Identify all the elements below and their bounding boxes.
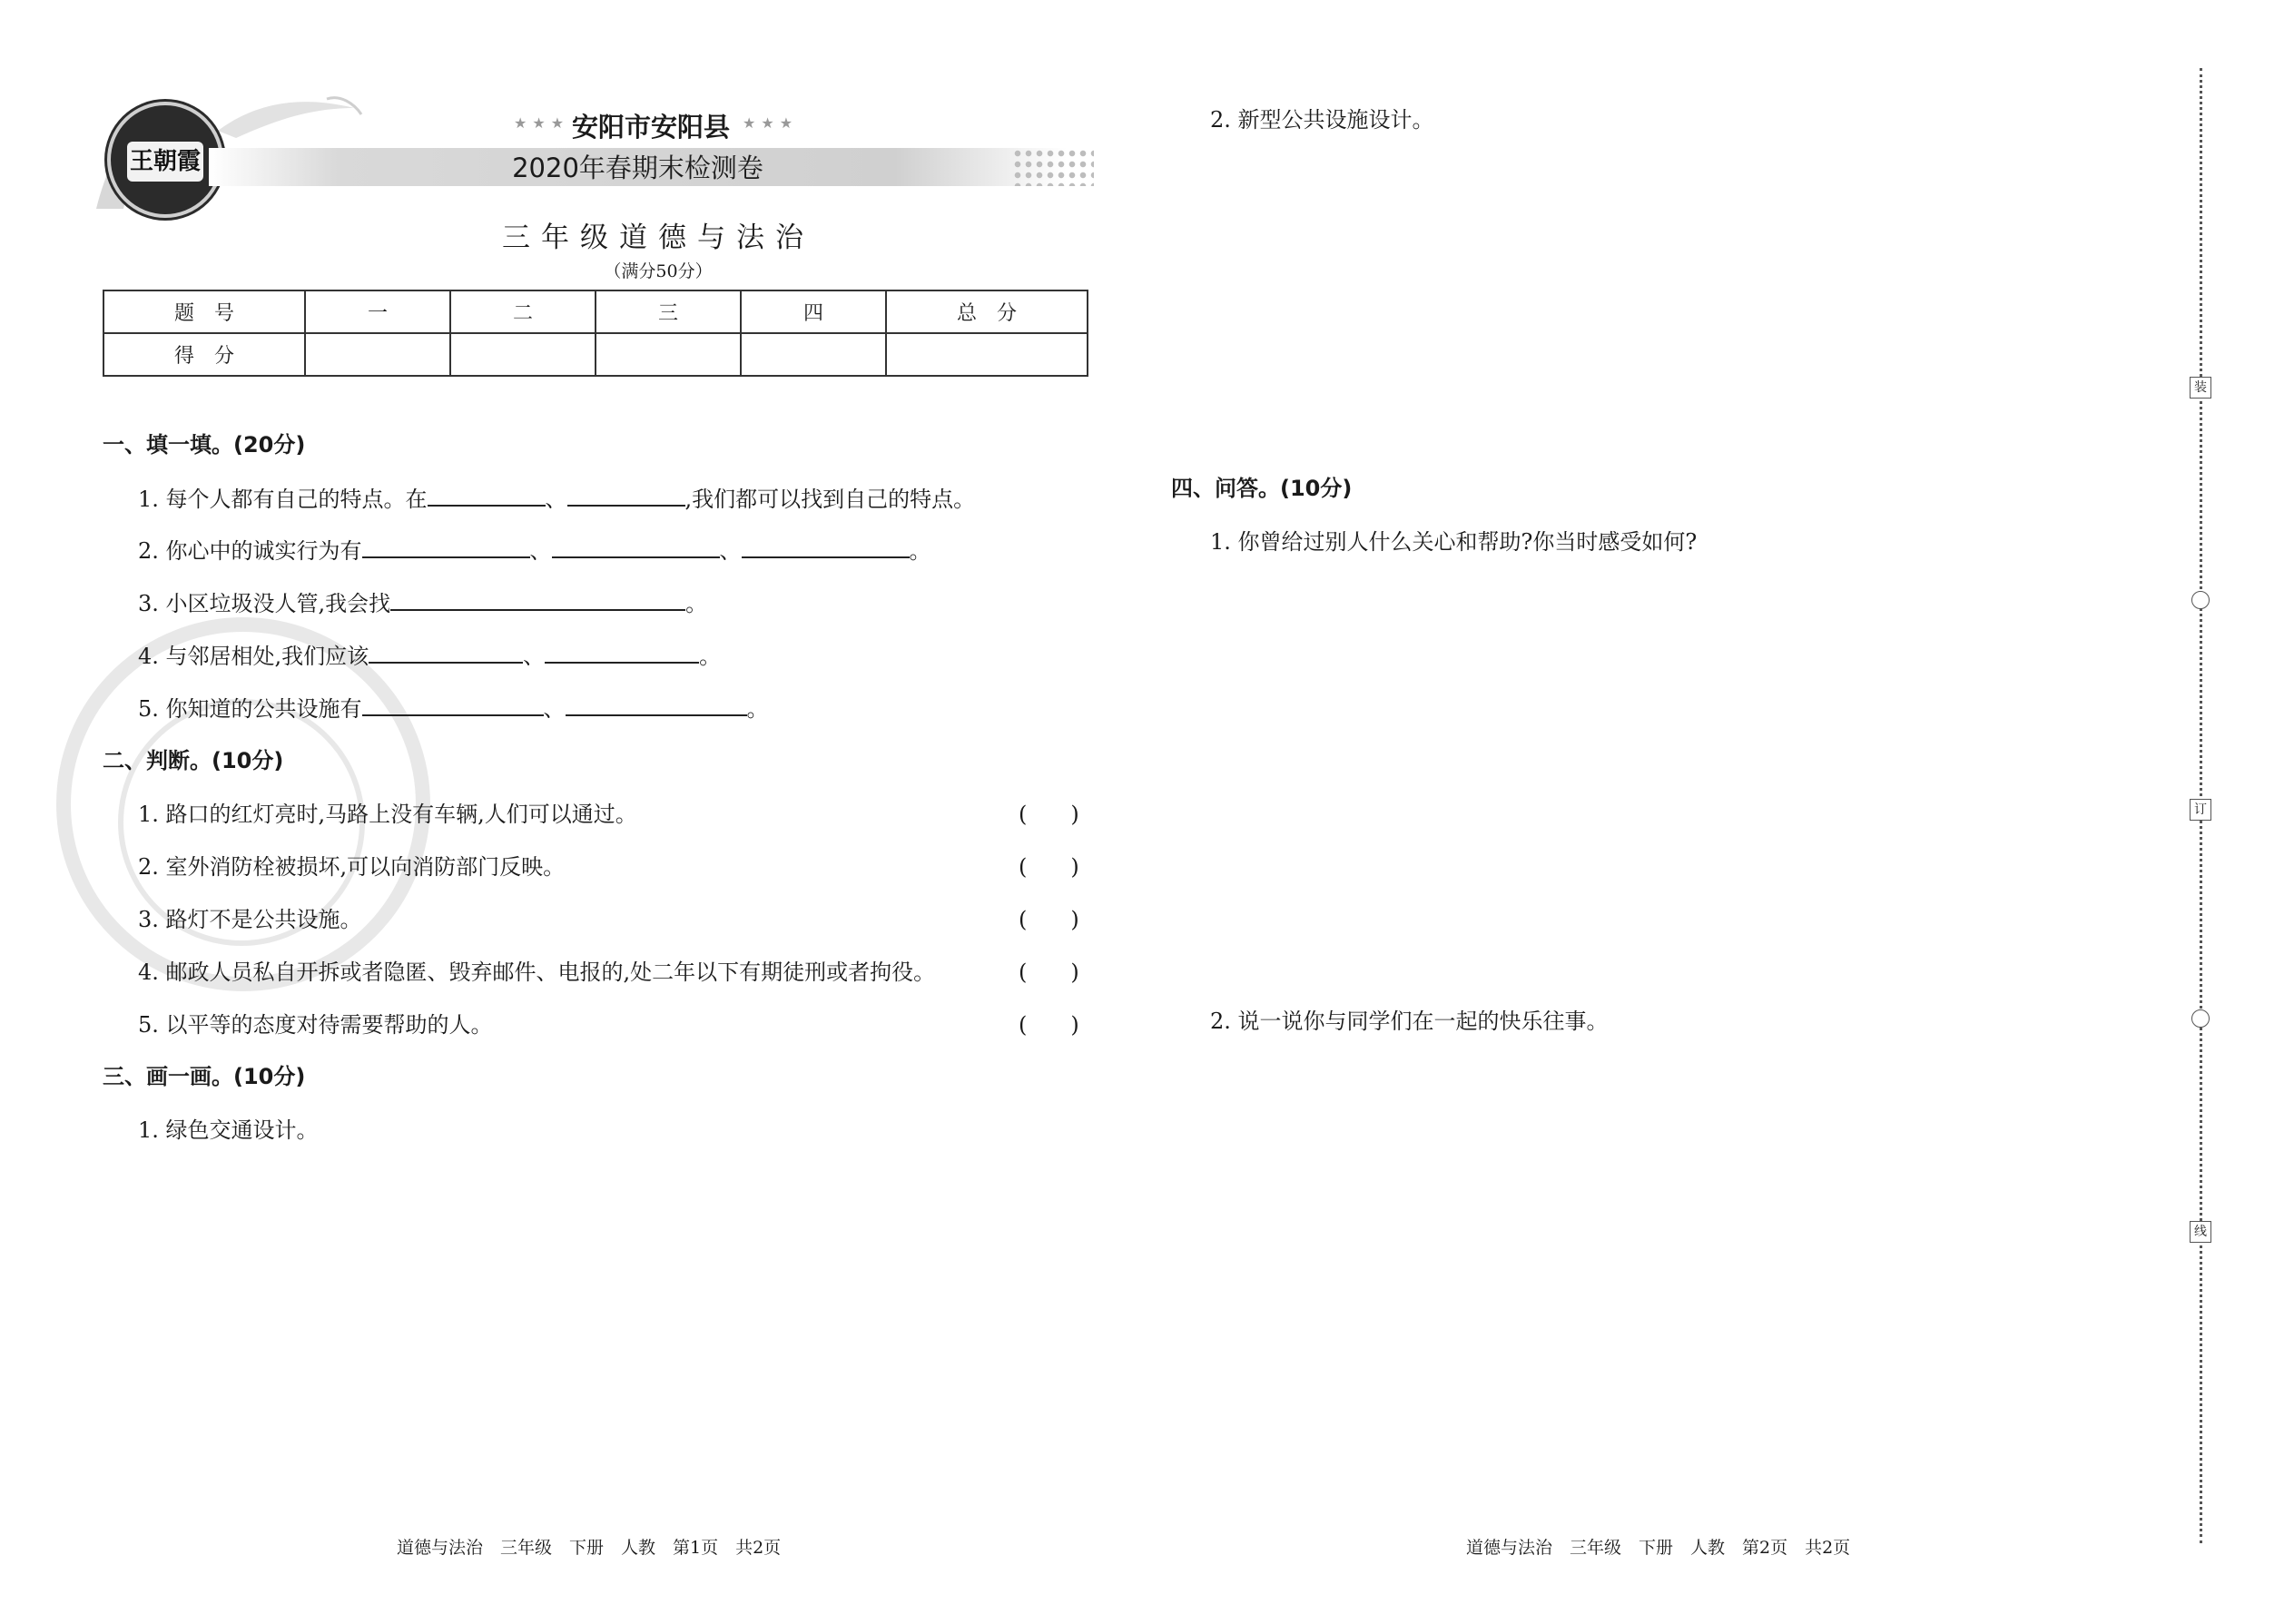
question-item: 1. 绿色交通设计。 — [138, 1117, 319, 1143]
answer-blank[interactable] — [362, 694, 544, 716]
logo-text: 王朝霞 — [127, 142, 203, 182]
binding-label-bottom: 线 — [2190, 1221, 2211, 1243]
score-cell[interactable] — [305, 333, 450, 376]
question-text: 。 — [746, 696, 769, 722]
question-item — [138, 691, 769, 723]
answer-area[interactable] — [1210, 1044, 2154, 1498]
question-text: 、 — [523, 644, 546, 669]
question-text: 1. 每个人都有自己的特点。在 — [138, 487, 428, 512]
question-item — [138, 638, 721, 670]
ribbon-tail-decoration — [218, 94, 363, 140]
question-text: 、 — [719, 538, 742, 564]
star-decoration-left: ★★★ — [514, 114, 570, 132]
question-item — [138, 481, 975, 513]
score-cell[interactable] — [886, 333, 1088, 376]
footer-page-1: 道德与法治 三年级 下册 人教 第1页 共2页 — [397, 1538, 782, 1558]
section-title: 三、画一画。(10分) — [103, 1064, 306, 1089]
question-item — [138, 533, 931, 565]
table-cell: 得 分 — [103, 333, 305, 376]
answer-blank[interactable] — [545, 642, 699, 664]
question-item: 2. 新型公共设施设计。 — [1210, 107, 1434, 133]
table-cell: 总 分 — [886, 290, 1088, 333]
star-decoration-right: ★★★ — [743, 114, 799, 132]
answer-blank[interactable] — [428, 485, 546, 507]
question-text: 、 — [543, 696, 566, 722]
publisher-logo — [107, 102, 223, 218]
section-title: 四、问答。(10分) — [1171, 476, 1353, 501]
answer-parentheses[interactable]: ( ) — [1019, 802, 1079, 827]
question-text: ,我们都可以找到自己的特点。 — [684, 487, 976, 512]
table-cell: 三 — [596, 290, 741, 333]
exam-title: 2020年春期末检测卷 — [512, 153, 763, 183]
binding-hole-icon — [2191, 591, 2210, 609]
question-text: 4. 与邻居相处,我们应该 — [138, 644, 369, 669]
table-row — [103, 333, 1088, 376]
answer-area[interactable] — [1210, 567, 2154, 994]
binding-hole-icon — [2191, 1009, 2210, 1028]
subject-title: 三年级道德与法治 — [502, 221, 814, 254]
answer-blank[interactable] — [369, 642, 523, 664]
question-item: 1. 你曾给过别人什么关心和帮助?你当时感受如何? — [1210, 529, 1698, 555]
table-cell: 一 — [305, 290, 450, 333]
answer-parentheses[interactable]: ( ) — [1019, 907, 1079, 932]
question-text: 5. 你知道的公共设施有 — [138, 696, 362, 722]
judgment-item: 1. 路口的红灯亮时,马路上没有车辆,人们可以通过。 — [138, 802, 637, 827]
question-item — [138, 586, 707, 617]
section-title: 二、判断。(10分) — [103, 748, 284, 773]
judgment-item: 2. 室外消防栓被损坏,可以向消防部门反映。 — [138, 854, 566, 880]
question-item: 2. 说一说你与同学们在一起的快乐往事。 — [1210, 1009, 1609, 1034]
question-text: 、 — [545, 487, 567, 512]
score-table — [103, 290, 1088, 377]
drawing-area[interactable] — [138, 1153, 1082, 1498]
table-row — [103, 290, 1088, 333]
answer-parentheses[interactable]: ( ) — [1019, 960, 1079, 985]
question-text: 。 — [699, 644, 722, 669]
binding-label-middle: 订 — [2190, 799, 2211, 821]
table-cell: 四 — [741, 290, 886, 333]
answer-blank[interactable] — [362, 536, 530, 558]
drawing-area[interactable] — [1210, 145, 2154, 445]
score-cell[interactable] — [596, 333, 741, 376]
question-text: 、 — [529, 538, 552, 564]
score-cell[interactable] — [450, 333, 596, 376]
answer-blank[interactable] — [390, 589, 685, 611]
question-text: 。 — [909, 538, 931, 564]
answer-blank[interactable] — [552, 536, 720, 558]
judgment-item: 4. 邮政人员私自开拆或者隐匿、毁弃邮件、电报的,处二年以下有期徒刑或者拘役。 — [138, 960, 936, 985]
question-text: 2. 你心中的诚实行为有 — [138, 538, 362, 564]
answer-parentheses[interactable]: ( ) — [1019, 854, 1079, 880]
section-title: 一、填一填。(20分) — [103, 432, 306, 458]
question-text: 3. 小区垃圾没人管,我会找 — [138, 591, 391, 616]
table-cell: 二 — [450, 290, 596, 333]
binding-label-top: 装 — [2190, 377, 2211, 399]
answer-blank[interactable] — [566, 694, 747, 716]
score-cell[interactable] — [741, 333, 886, 376]
table-cell: 题 号 — [103, 290, 305, 333]
question-text: 。 — [685, 591, 708, 616]
answer-parentheses[interactable]: ( ) — [1019, 1012, 1079, 1038]
answer-blank[interactable] — [742, 536, 910, 558]
region-title: 安阳市安阳县 — [571, 112, 730, 143]
judgment-item: 3. 路灯不是公共设施。 — [138, 907, 362, 932]
answer-blank[interactable] — [567, 485, 685, 507]
footer-page-2: 道德与法治 三年级 下册 人教 第2页 共2页 — [1466, 1538, 1851, 1558]
full-score: （满分50分） — [604, 261, 713, 281]
judgment-item: 5. 以平等的态度对待需要帮助的人。 — [138, 1012, 493, 1038]
